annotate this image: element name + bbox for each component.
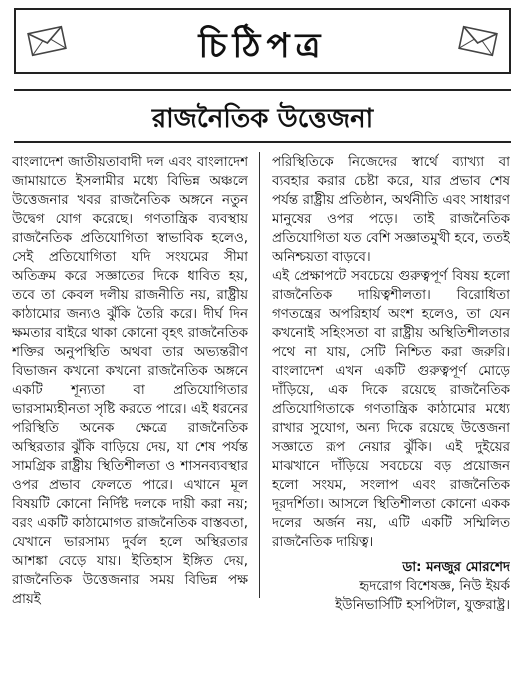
article-column-left (12, 153, 248, 693)
article-paragraph: এই প্রেক্ষাপটে সবচেয়ে গুরুত্বপূর্ণ বিষয় হলো রাজনৈতিক দায়িত্বশীলতা। বিরোধিতা গণতন্ত্রের অপরিহার্য অংশ হলেও, তা যেন কখনোই সহিংসতা বা রাষ্ট্রীয় অস্থিতিশীলতার পথে না যায়, সেটি নিশ্চিত করা জরুরি। বাংলাদেশ এখন একটি গুরুত্বপূর্ণ মোড়ে দাঁড়িয়ে, এক দিকে রয়েছে রাজনৈতিক প্রতিযোগিতাকে গণতান্ত্রিক কাঠামোর মধ্যে রাখার সুযোগ, অন্য দিকে রয়েছে উত্তেজনা সজ্ঞাতে রূপ নেয়ার ঝুঁকি। এই দুইয়ের মাঝখানে দাঁড়িয়ে সবচেয়ে বড় প্রয়োজন হলো সংযম, সংলাপ এবং রাজনৈতিক দূরদর্শিতা। আসলে স্থিতিশীলতা কোনো একক দলের অর্জন নয়, এটি একটি সম্মিলিত রাজনৈতিক দায়িত্ব। (272, 269, 510, 550)
author-signature (272, 558, 510, 615)
article-headline: রাজনৈতিক উত্তেজনা (151, 104, 374, 134)
section-header (14, 8, 511, 74)
column-divider (259, 152, 260, 598)
article-paragraph: বাংলাদেশ জাতীয়তাবাদী দল এবং বাংলাদেশ জামায়াতে ইসলামীর মধ্যে বিভিন্ন অঞ্চলে উত্তেজনার খবর রাজনৈতিক অঙ্গনে নতুন উদ্বেগ যোগ করেছে। গণতান্ত্রিক ব্যবস্থায় রাজনৈতিক প্রতিযোগিতা স্বাভাবিক হলেও, সেই প্রতিযোগিতা যদি সংযমের সীমা অতিক্রম করে সজ্ঞাতের দিকে ধাবিত হয়, তবে তা কেবল দলীয় রাজনীতি নয়, রাষ্ট্রীয় কাঠামোর জন্যও ঝুঁকি তৈরি করে। দীর্ঘ দিন ক্ষমতার বাইরে থাকা কোনো বৃহৎ রাজনৈতিক শক্তির অনুপস্থিতি অথবা তার অভ্যন্তরীণ বিভাজন কখনো কখনো রাজনৈতিক অঙ্গনে একটি শূন্যতা বা প্রতিযোগিতার ভারসাম্যহীনতা সৃষ্টি করতে পারে। এই ধরনের পরিস্থিতি অনেক ক্ষেত্রে রাজনৈতিক অস্থিরতার ঝুঁকি বাড়িয়ে দেয়, যা শেষ পর্যন্ত সামগ্রিক রাষ্ট্রীয় স্থিতিশীলতা ও শাসনব্যবস্থার ওপর প্রভাব ফেলতে পারে। এখানে মূল বিষয়টি কোনো নির্দিষ্ট দলকে দায়ী করা নয়; বরং একটি কাঠামোগত রাজনৈতিক বাস্তবতা, যেখানে ভারসাম্য দুর্বল হলে অস্থিরতার আশঙ্কা বেড়ে যায়। ইতিহাস ইঙ্গিত দেয়, রাজনৈতিক উত্তেজনার সময় বিভিন্ন পক্ষ প্রায়ই (12, 155, 248, 607)
author-affiliation: ইউনিভার্সিটি হসপিটাল, যুক্তরাষ্ট্র। (335, 598, 510, 613)
headline-rule-top (14, 89, 511, 91)
article-column-right (272, 153, 510, 693)
headline-rule-bottom (14, 141, 511, 143)
section-title: চিঠিপত্র (198, 26, 327, 66)
article-paragraph: পরিস্থিতিকে নিজেদের স্বার্থে ব্যাখ্যা বা ব্যবহার করার চেষ্টা করে, যার প্রভাব শেষ পর্যন্ত রাষ্ট্রীয় প্রতিষ্ঠান, অর্থনীতি এবং সাধারণ মানুষের ওপর পড়ে। তাই রাজনৈতিক প্রতিযোগিতা যত বেশি সজ্ঞাতমুখী হবে, ততই অনিশ্চয়তা বাড়বে। (272, 155, 510, 265)
author-title: হৃদরোগ বিশেষজ্ঞ, নিউ ইয়র্ক (359, 579, 510, 594)
envelope-icon (455, 18, 501, 64)
author-name: ডা: মনজুর মোরশেদ (402, 560, 510, 575)
